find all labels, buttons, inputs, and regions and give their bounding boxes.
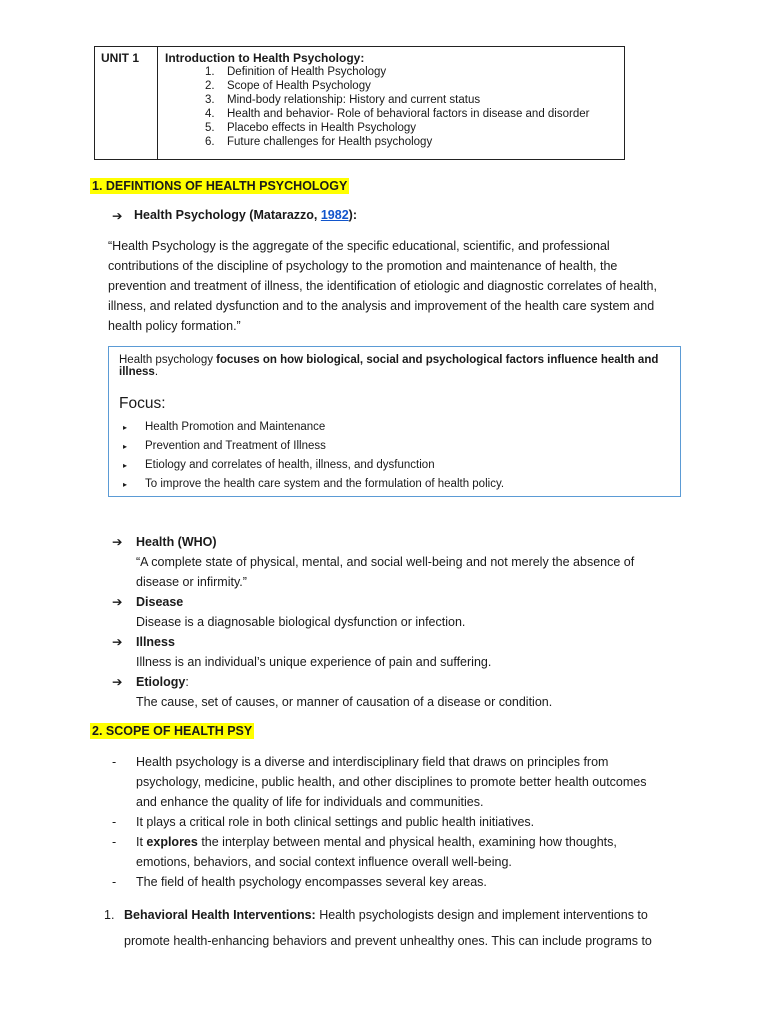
definition-term: ➔ Illness bbox=[112, 632, 634, 652]
unit-title: Introduction to Health Psychology: bbox=[165, 51, 365, 65]
list-item: ▸ Prevention and Treatment of Illness bbox=[123, 437, 504, 456]
definition-text: Illness is an individual’s unique experience of pain and suffering. bbox=[136, 655, 492, 669]
list-item: 2. Scope of Health Psychology bbox=[205, 80, 371, 92]
list-item: 4. Health and behavior- Role of behavioral factors in disease and disorder bbox=[205, 108, 590, 120]
list-item: - It plays a critical role in both clinical settings and public health initiatives. bbox=[112, 812, 672, 832]
list-item: - Health psychology is a diverse and interdisciplinary field that draws on principles from psychology, medicine, public health, and other disciplines to promote better health outcomes and enhance the quality of life for individuals and communities. bbox=[112, 752, 672, 812]
focus-list bbox=[123, 418, 504, 494]
focus-intro: Health psychology focuses on how biological, social and psychological factors influence health and illness. bbox=[119, 354, 659, 378]
scope-list bbox=[112, 752, 672, 892]
table-divider bbox=[157, 47, 158, 159]
list-item: 5. Placebo effects in Health Psychology bbox=[205, 122, 417, 134]
list-item: 6. Future challenges for Health psychology bbox=[205, 136, 433, 148]
arrow-icon: ➔ bbox=[112, 535, 123, 549]
dash-bullet-icon: - bbox=[112, 815, 117, 829]
definition-quote: “Health Psychology is the aggregate of the specific educational, scientific, and professional contributions of the discipline of psychology to the promotion and maintenance of health, the prevention and treatment of illness, the identification of etiologic and diagnostic correlates of health, illness, and related dysfunction and to the analysis and improvement of the health care system and health policy formation.” bbox=[108, 239, 657, 333]
list-item: 1. Definition of Health Psychology bbox=[205, 66, 387, 78]
definition-text: “A complete state of physical, mental, and social well-being and not merely the absence of bbox=[136, 555, 635, 569]
definition-label: ➔ Health Psychology (Matarazzo, 1982): bbox=[112, 208, 357, 223]
list-item: ▸ Health Promotion and Maintenance bbox=[123, 418, 504, 437]
definition-text: disease or infirmity.” bbox=[136, 575, 247, 589]
dash-bullet-icon: - bbox=[112, 875, 117, 889]
triangle-bullet-icon: ▸ bbox=[123, 423, 128, 432]
list-item: - The field of health psychology encompasses several key areas. bbox=[112, 872, 672, 892]
focus-title: Focus: bbox=[119, 395, 166, 412]
list-item: - It explores the interplay between mental and physical health, examining how thoughts, emotions, behaviors, and social context influence overall well-being. bbox=[112, 832, 672, 872]
numbered-list bbox=[104, 902, 674, 954]
triangle-bullet-icon: ▸ bbox=[123, 442, 128, 451]
arrow-icon: ➔ bbox=[112, 675, 123, 689]
list-item: ▸ To improve the health care system and the formulation of health policy. bbox=[123, 475, 504, 494]
unit-table bbox=[94, 46, 625, 160]
definitions-list bbox=[112, 532, 634, 712]
unit-label: UNIT 1 bbox=[101, 51, 140, 65]
unit-topic-list bbox=[205, 65, 589, 149]
focus-box bbox=[108, 346, 681, 497]
list-item: 3. Mind-body relationship: History and current status bbox=[205, 94, 481, 106]
triangle-bullet-icon: ▸ bbox=[123, 461, 128, 470]
triangle-bullet-icon: ▸ bbox=[123, 480, 128, 489]
arrow-icon: ➔ bbox=[112, 635, 123, 649]
arrow-icon: ➔ bbox=[112, 209, 123, 223]
definition-text: The cause, set of causes, or manner of causation of a disease or condition. bbox=[136, 695, 553, 709]
section2-heading: 2. SCOPE OF HEALTH PSY bbox=[92, 724, 253, 738]
list-item: 1. Behavioral Health Interventions: Health psychologists design and implement interventions to promote health-enhancing behaviors and prevent unhealthy ones. This can include programs to bbox=[104, 908, 652, 948]
section1-heading: 1. DEFINTIONS OF HEALTH PSYCHOLOGY bbox=[92, 179, 348, 193]
definition-term: ➔ Disease bbox=[112, 592, 634, 612]
dash-bullet-icon: - bbox=[112, 835, 117, 849]
arrow-icon: ➔ bbox=[112, 595, 123, 609]
dash-bullet-icon: - bbox=[112, 755, 117, 769]
definition-term: ➔ Health (WHO) bbox=[112, 532, 634, 552]
definition-term: ➔ Etiology : bbox=[112, 672, 634, 692]
list-item: ▸ Etiology and correlates of health, illness, and dysfunction bbox=[123, 456, 504, 475]
citation-link[interactable]: 1982 bbox=[320, 208, 349, 222]
definition-text: Disease is a diagnosable biological dysfunction or infection. bbox=[136, 615, 466, 629]
